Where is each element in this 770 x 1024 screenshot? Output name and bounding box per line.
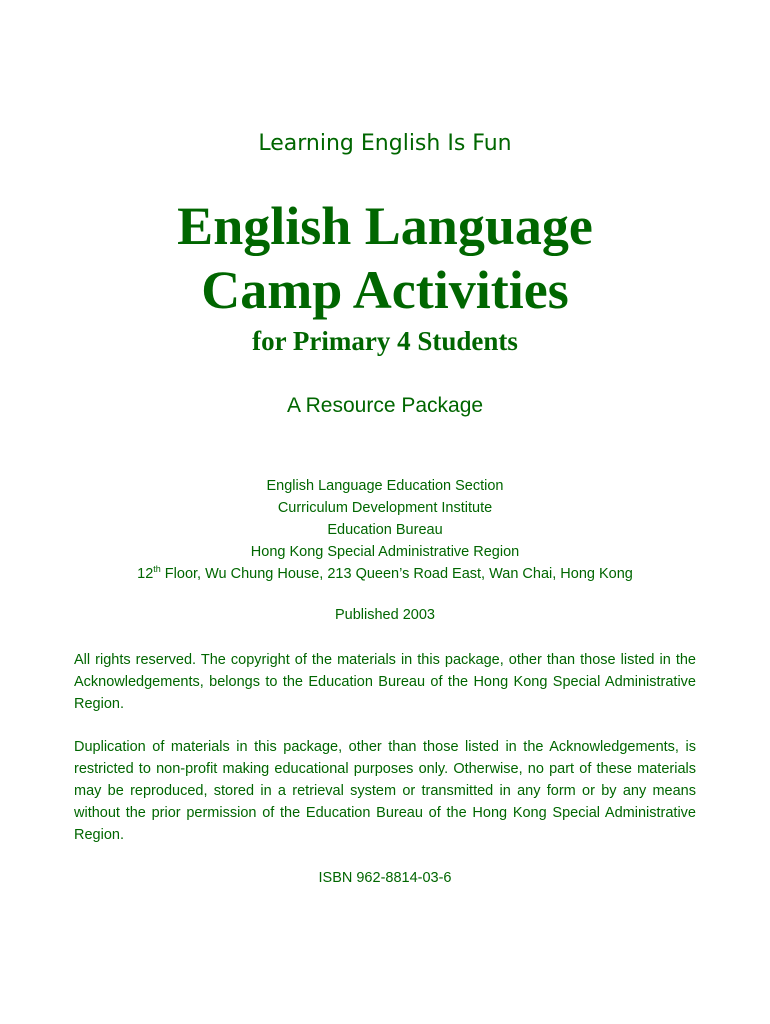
- publisher-section: English Language Education Section: [266, 478, 504, 494]
- publisher-address: [0, 563, 770, 585]
- publisher-bureau: Education Bureau: [327, 522, 443, 538]
- address-floor-number: 12: [137, 566, 154, 582]
- isbn: ISBN 962-8814-03-6: [318, 870, 452, 886]
- address-rest: Floor, Wu Chung House, 213 Queen’s Road East, Wan Chai, Hong Kong: [160, 566, 633, 582]
- rights-paragraph: All rights reserved. The copyright of the materials in this package, other than those listed in the Acknowledgements, belongs to the Education Bureau of the Hong Kong Special Administrative Region.: [74, 652, 696, 712]
- package-label: A Resource Package: [286, 394, 484, 417]
- title-line-1: English Language: [177, 196, 593, 256]
- duplication-paragraph: Duplication of materials in this package, other than those listed in the Acknowledgements, is restricted to non-profit making educational purposes only. Otherwise, no part of these materials may be reproduced, stored in a retrieval system or transmitted in any form or by any means without the prior permission of the Education Bureau of the Hong Kong Special Administrative Region.: [74, 739, 696, 843]
- publisher-block: [0, 475, 770, 585]
- published-year: Published 2003: [335, 607, 435, 623]
- address-floor-suffix: th: [153, 564, 161, 574]
- series-title: Learning English Is Fun: [258, 131, 512, 156]
- document-title: [0, 194, 770, 322]
- publisher-institute: Curriculum Development Institute: [277, 500, 493, 516]
- title-line-2: Camp Activities: [201, 260, 569, 320]
- publisher-region: Hong Kong Special Administrative Region: [250, 544, 520, 560]
- document-subtitle: for Primary 4 Students: [252, 326, 518, 356]
